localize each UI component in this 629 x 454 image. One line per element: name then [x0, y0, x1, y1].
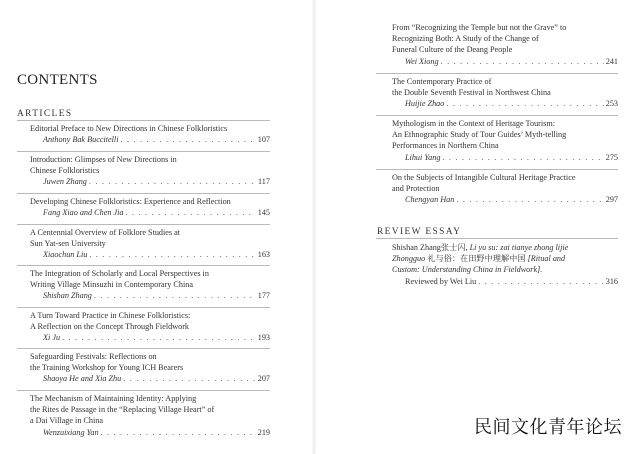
entry-title: a Dai Village in China: [30, 416, 104, 426]
entry-page: 316: [605, 276, 618, 286]
entry-author: Lihui Yang: [405, 152, 441, 162]
entry-author: Shishan Zhang: [43, 291, 92, 301]
entry-title: Introduction: Glimpses of New Directions in: [30, 155, 177, 164]
divider: [376, 115, 618, 116]
watermark-text: 民间文化青年论坛: [474, 417, 622, 438]
divider: [17, 265, 270, 266]
entry-title: the Double Seventh Festival in Northwest China: [392, 88, 551, 98]
divider: [376, 169, 618, 170]
entry-title: Recognizing Both: A Study of the Change of: [392, 34, 539, 44]
divider: [17, 348, 270, 349]
left-page: [0, 0, 314, 454]
entry-author: Chengyan Han: [405, 195, 455, 205]
entry-title: Sun Yat-sen University: [30, 239, 106, 249]
review-entry[interactable]: [392, 242, 618, 287]
entry-title: the Rites de Passage in the “Replacing Village Heart” of: [30, 405, 215, 415]
toc-entry[interactable]: [30, 393, 270, 438]
divider: [17, 120, 270, 121]
entry-page: 241: [605, 56, 618, 66]
entry-author: Juwen Zhang: [43, 177, 87, 187]
leader-dots: [123, 373, 255, 384]
reviewer: Reviewed by Wei Liu: [405, 276, 477, 286]
leader-dots: [442, 152, 603, 163]
entry-title: The Contemporary Practice of: [392, 77, 492, 86]
leader-dots: [94, 290, 256, 301]
toc-entry[interactable]: [392, 76, 618, 110]
entry-title: A Centennial Overview of Folklore Studies at: [30, 228, 181, 237]
entry-page: 177: [257, 291, 270, 301]
entry-title: A Reflection on the Concept Through Fieldwork: [30, 322, 190, 332]
toc-entry[interactable]: [30, 154, 270, 188]
entry-title: Writing Village Minsuzhi in Contemporary China: [30, 280, 193, 290]
divider: [17, 193, 270, 194]
leader-dots: [89, 176, 256, 187]
divider: [17, 390, 270, 391]
entry-title: An Ethnographic Study of Tour Guides’ Myth-telling: [392, 130, 567, 140]
entry-page: 275: [605, 152, 618, 162]
leader-dots: [62, 332, 256, 343]
toc-entry[interactable]: [30, 196, 270, 218]
entry-author: Xiaochun Liu: [43, 250, 88, 260]
entry-author: Wei Xiong: [405, 56, 439, 66]
toc-entry[interactable]: [392, 172, 618, 206]
entry-title: Performances in Northern China: [392, 141, 499, 151]
entry-author: Xi Ju: [43, 333, 61, 343]
toc-entry[interactable]: [30, 227, 270, 261]
entry-page: 253: [605, 99, 618, 109]
contents-title: CONTENTS: [17, 72, 98, 88]
review-title-line: Custom: Understanding China in Fieldwork].: [392, 265, 543, 275]
entry-title: and Protection: [392, 184, 440, 194]
entry-title: Safeguarding Festivals: Reflections on: [30, 352, 157, 361]
leader-dots: [441, 56, 604, 67]
entry-title: A Turn Toward Practice in Chinese Folkloristics:: [30, 311, 191, 320]
entry-author: Wenzuixiang Yan: [43, 427, 99, 437]
entry-title: the Training Workshop for Young ICH Bearers: [30, 363, 184, 373]
toc-entry[interactable]: [30, 351, 270, 385]
toc-entry[interactable]: [392, 22, 618, 67]
entry-author: Huijie Zhao: [405, 99, 445, 109]
leader-dots: [456, 194, 603, 205]
toc-entry[interactable]: [30, 310, 270, 344]
right-page: [314, 0, 629, 454]
review-title-line: Shishan Zhang张士闪, Li yu su: zai tianye zhong lijie: [392, 243, 569, 252]
entry-author: Anthony Bak Buccitelli: [43, 135, 119, 145]
entry-page: 297: [605, 195, 618, 205]
leader-dots: [126, 207, 256, 218]
entry-page: 207: [257, 374, 270, 384]
leader-dots: [89, 249, 255, 260]
leader-dots: [446, 98, 603, 109]
divider: [17, 224, 270, 225]
entry-title: Funeral Culture of the Deang People: [392, 45, 513, 55]
divider: [376, 238, 618, 239]
entry-title: The Mechanism of Maintaining Identity: Applying: [30, 394, 197, 403]
entry-page: 145: [257, 208, 270, 218]
leader-dots: [120, 134, 255, 145]
entry-title: From “Recognizing the Temple but not the Grave” to: [392, 23, 567, 32]
entry-title: Editorial Preface to New Directions in Chinese Folkloristics: [30, 124, 228, 133]
leader-dots: [101, 427, 256, 438]
toc-entry[interactable]: [30, 268, 270, 302]
entry-title: The Integration of Scholarly and Local Perspectives in: [30, 269, 209, 278]
entry-page: 117: [258, 177, 270, 187]
toc-entry[interactable]: [30, 123, 270, 145]
review-essay-heading: REVIEW ESSAY: [377, 227, 462, 237]
divider: [17, 307, 270, 308]
entry-page: 193: [257, 333, 270, 343]
entry-page: 107: [257, 135, 270, 145]
entry-page: 163: [257, 250, 270, 260]
toc-entry[interactable]: [392, 118, 618, 163]
articles-heading: ARTICLES: [17, 109, 73, 119]
divider: [376, 73, 618, 74]
entry-page: 219: [257, 427, 270, 437]
entry-title: Mythologism in the Context of Heritage Tourism:: [392, 119, 556, 128]
entry-author: Shaoya He and Xia Zhu: [43, 374, 122, 384]
entry-author: Fang Xiao and Chen Jia: [43, 208, 124, 218]
entry-title: On the Subjects of Intangible Cultural Heritage Practice: [392, 173, 576, 182]
review-title-line: Zhongguo 礼与俗：在田野中理解中国 [Ritual and: [392, 254, 566, 264]
leader-dots: [478, 276, 603, 287]
entry-title: Chinese Folkloristics: [30, 166, 100, 176]
divider: [17, 151, 270, 152]
entry-title: Developing Chinese Folkloristics: Experience and Reflection: [30, 197, 231, 206]
